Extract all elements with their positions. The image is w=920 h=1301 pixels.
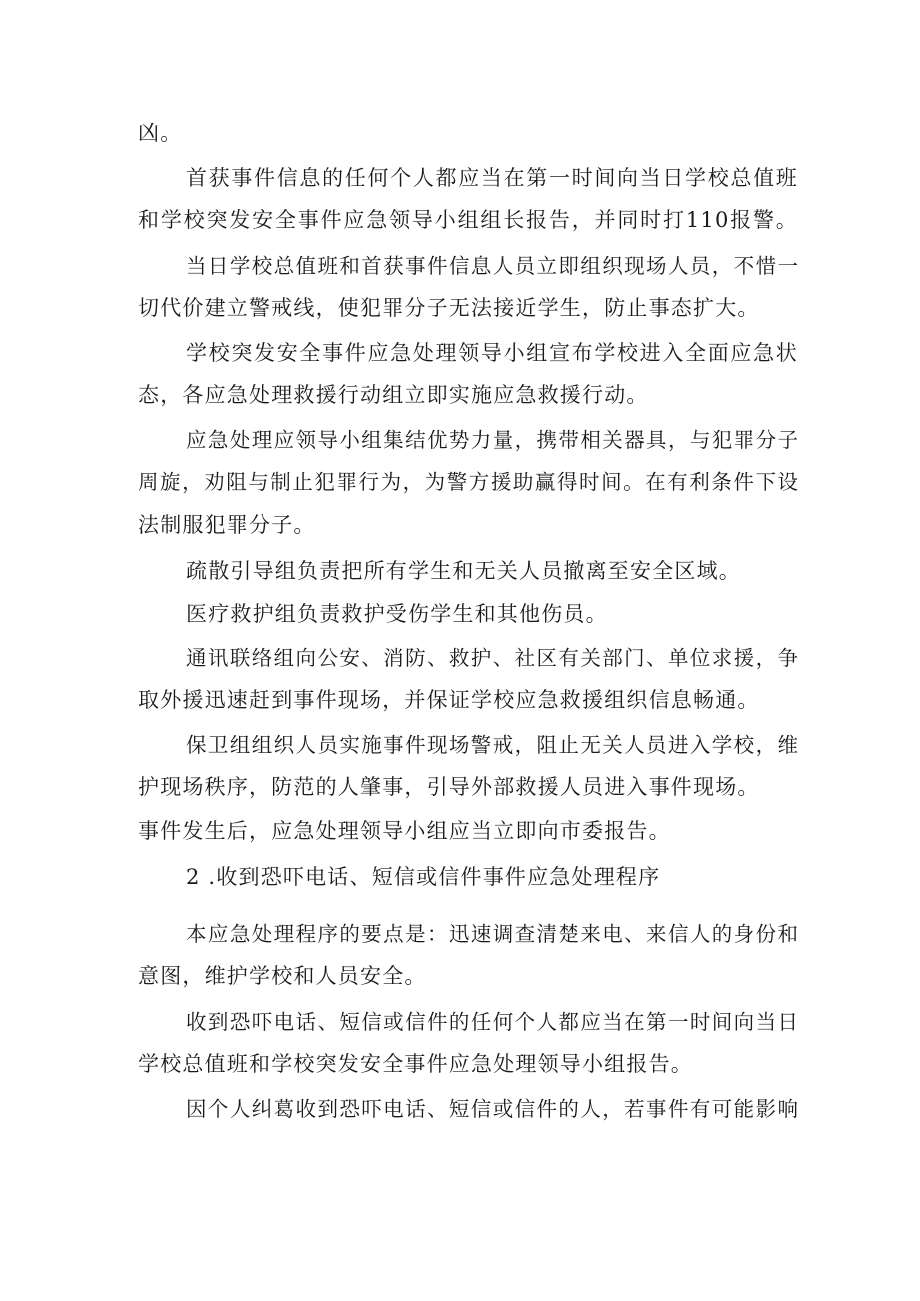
text-line: 凶。 — [138, 121, 183, 145]
text-line: 取外援迅速赶到事件现场，并保证学校应急救援组织信息畅通。 — [138, 688, 760, 712]
text-line: 首获事件信息的任何个人都应当在第一时间向当日学校总值班 — [186, 166, 798, 190]
text-line: 通讯联络组向公安、消防、救护、社区有关部门、单位求援，争 — [186, 646, 798, 670]
text-line: 周旋，劝阻与制止犯罪行为，为警方援助赢得时间。在有利条件下设 — [138, 470, 798, 494]
text-line: 医疗救护组负责救护受伤学生和其他伤员。 — [186, 602, 608, 626]
text-line: 态，各应急处理救援行动组立即实施应急救援行动。 — [138, 383, 649, 407]
text-line: 应急处理应领导小组集结优势力量，携带相关器具，与犯罪分子 — [186, 428, 798, 452]
text-line: 保卫组组织人员实施事件现场警戒，阻止无关人员进入学校，维 — [186, 733, 798, 757]
text-line: 法制服犯罪分子。 — [138, 513, 316, 537]
text-line: 当日学校总值班和首获事件信息人员立即组织现场人员，不惜一 — [186, 254, 798, 278]
text-line: 意图，维护学校和人员安全。 — [138, 964, 427, 988]
text-line: 护现场秩序，防范的人肇事，引导外部救援人员进入事件现场。 — [138, 775, 760, 799]
text-line: 事件发生后，应急处理领导小组应当立即向市委报告。 — [138, 819, 671, 843]
text-line: 本应急处理程序的要点是：迅速调查清楚来电、来信人的身份和 — [186, 922, 798, 946]
text-line: 疏散引导组负责把所有学生和无关人员撤离至安全区域。 — [186, 559, 741, 583]
text-line: 学校突发安全事件应急处理领导小组宣布学校进入全面应急状 — [186, 341, 798, 365]
section-heading: 2 .收到恐吓电话、短信或信件事件应急处理程序 — [186, 865, 661, 889]
text-line: 因个人纠葛收到恐吓电话、短信或信件的人，若事件有可能影响 — [186, 1097, 798, 1121]
text-line: 学校总值班和学校突发安全事件应急处理领导小组报告。 — [138, 1052, 693, 1076]
text-line: 切代价建立警戒线，使犯罪分子无法接近学生，防止事态扩大。 — [138, 296, 760, 320]
text-line: 收到恐吓电话、短信或信件的任何个人都应当在第一时间向当日 — [186, 1010, 798, 1034]
text-line: 和学校突发安全事件应急领导小组组长报告，并同时打110报警。 — [138, 208, 798, 232]
